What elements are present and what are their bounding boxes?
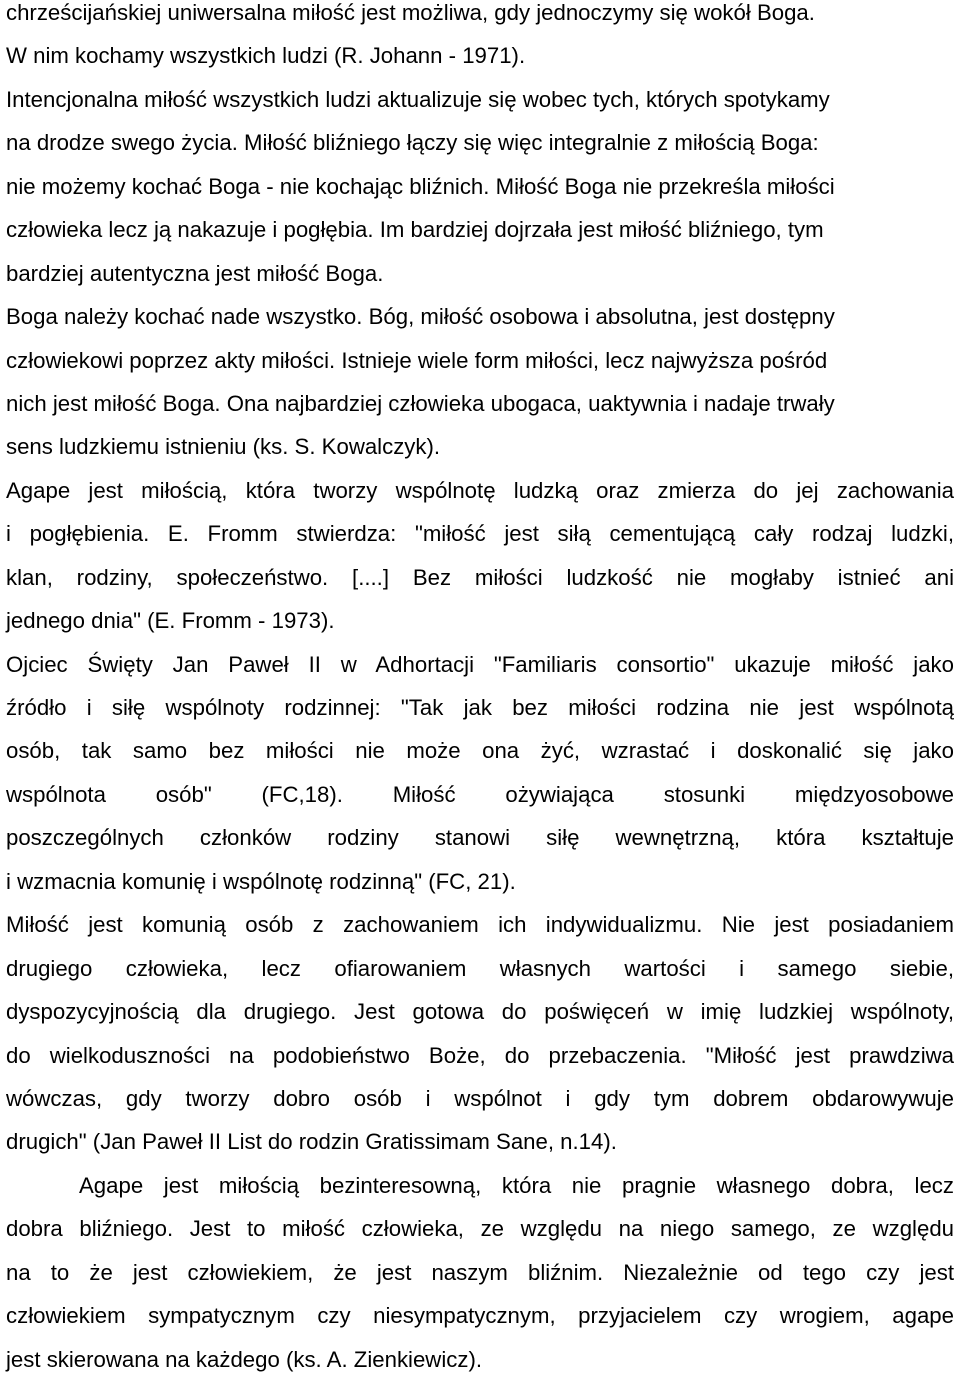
text-line: źródło i siłę wspólnoty rodzinnej: "Tak jak bez miłości rodzina nie jest wspólnotą bbox=[6, 695, 954, 720]
text-line: Intencjonalna miłość wszystkich ludzi aktualizuje się wobec tych, których spotykamy bbox=[6, 86, 830, 112]
document-page bbox=[6, 0, 954, 1381]
text-line: wspólnota osób" (FC,18). Miłość ożywiająca stosunki międzyosobowe bbox=[6, 781, 954, 807]
text-line: Miłość jest komunią osób z zachowaniem ich indywidualizmu. Nie jest posiadaniem bbox=[6, 912, 954, 938]
text-line: chrześcijańskiej uniwersalna miłość jest możliwa, gdy jednoczymy się wokół Boga. bbox=[6, 0, 815, 25]
text-line: dobra bliźniego. Jest to miłość człowieka, ze względu na niego samego, ze względu bbox=[6, 1216, 954, 1242]
text-line: na to że jest człowiekiem, że jest naszym bliźnim. Niezależnie od tego czy jest bbox=[6, 1259, 954, 1285]
text-line: Ojciec Święty Jan Paweł II w Adhortacji "Familiaris consortio" ukazuje miłość jako bbox=[6, 651, 954, 677]
text-line: wówczas, gdy tworzy dobro osób i wspólnot i gdy tym dobrem obdarowywuje bbox=[6, 1085, 954, 1111]
text-line: Agape jest miłością, która tworzy wspólnotę ludzką oraz zmierza do jej zachowania bbox=[6, 477, 954, 503]
text-line: i pogłębienia. E. Fromm stwierdza: "miłość jest siłą cementującą cały rodzaj ludzki, bbox=[6, 521, 954, 547]
text-line: bardziej autentyczna jest miłość Boga. bbox=[6, 260, 384, 286]
text-line: człowieka lecz ją nakazuje i pogłębia. Im bardziej dojrzała jest miłość bliźniego, tym bbox=[6, 217, 824, 243]
text-line: drugiego człowieka, lecz ofiarowaniem własnych wartości i samego siebie, bbox=[6, 955, 954, 981]
text-line: osób, tak samo bez miłości nie może ona żyć, wzrastać i doskonalić się jako bbox=[6, 738, 954, 764]
text-line: człowiekowi poprzez akty miłości. Istnieje wiele form miłości, lecz najwyższa pośród bbox=[6, 347, 828, 373]
text-line: poszczególnych członków rodziny stanowi siłę wewnętrzną, która kształtuje bbox=[6, 825, 954, 851]
text-line: na drodze swego życia. Miłość bliźniego łączy się więc integralnie z miłością Boga: bbox=[6, 130, 819, 156]
text-line: jednego dnia" (E. Fromm - 1973). bbox=[6, 608, 335, 634]
text-line: W nim kochamy wszystkich ludzi (R. Johann - 1971). bbox=[6, 43, 526, 69]
text-line: sens ludzkiemu istnieniu (ks. S. Kowalczyk). bbox=[6, 434, 441, 460]
text-line: drugich" (Jan Paweł II List do rodzin Gratissimam Sane, n.14). bbox=[6, 1129, 617, 1155]
text-line: Agape jest miłością bezinteresowną, która nie pragnie własnego dobra, lecz bbox=[79, 1172, 954, 1198]
text-line: dyspozycyjnością dla drugiego. Jest gotowa do poświęceń w imię ludzkiej wspólnoty, bbox=[6, 999, 954, 1025]
text-line: Boga należy kochać nade wszystko. Bóg, miłość osobowa i absolutna, jest dostępny bbox=[6, 304, 835, 330]
text-line: i wzmacnia komunię i wspólnotę rodzinną" (FC, 21). bbox=[6, 868, 516, 894]
text-line: jest skierowana na każdego (ks. A. Zienkiewicz). bbox=[6, 1346, 483, 1372]
text-line: nie możemy kochać Boga - nie kochając bliźnich. Miłość Boga nie przekreśla miłości bbox=[6, 173, 835, 199]
text-line: człowiekiem sympatycznym czy niesympatycznym, przyjacielem czy wrogiem, agape bbox=[6, 1303, 954, 1329]
text-line: nich jest miłość Boga. Ona najbardziej człowieka ubogaca, uaktywnia i nadaje trwały bbox=[6, 390, 835, 416]
text-line: do wielkoduszności na podobieństwo Boże, do przebaczenia. "Miłość jest prawdziwa bbox=[6, 1042, 954, 1068]
text-line: klan, rodziny, społeczeństwo. [....] Bez miłości ludzkość nie mogłaby istnieć ani bbox=[6, 564, 954, 590]
